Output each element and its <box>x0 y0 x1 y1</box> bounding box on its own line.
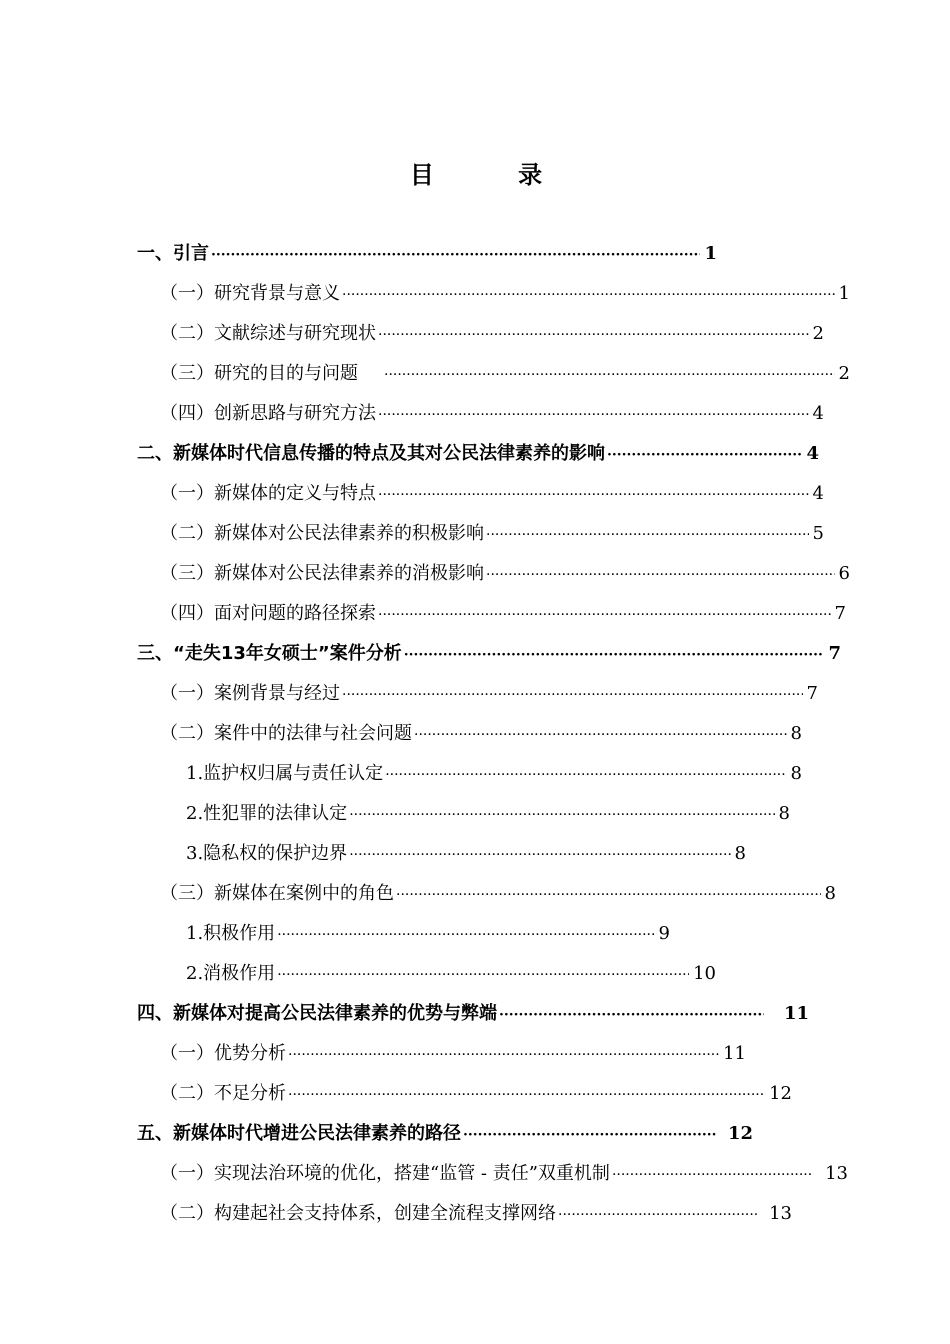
toc-entry-text: （一）新媒体的定义与特点 <box>160 483 376 504</box>
toc-entry-text: （一）实现法治环境的优化，搭建“监管 - 责任”双重机制 <box>160 1163 610 1184</box>
toc-entry[interactable] <box>160 1156 848 1192</box>
toc-entry-text: 四、新媒体对提高公民法律素养的优势与弊端 <box>137 1003 497 1024</box>
toc-leader-dots <box>486 557 835 592</box>
toc-entry[interactable] <box>160 716 802 752</box>
toc-page-number: 4 <box>812 483 824 504</box>
toc-entry[interactable] <box>160 556 850 592</box>
toc-leader-dots <box>385 757 786 792</box>
toc-page-number: 1 <box>838 283 850 304</box>
toc-page-number: 8 <box>790 723 802 744</box>
toc-page-number: 2 <box>812 323 824 344</box>
page-title: 目 录 <box>409 161 581 189</box>
toc-page-number: 12 <box>769 1083 792 1104</box>
toc-entry[interactable] <box>186 956 716 992</box>
toc-entry-text: 1.积极作用 <box>186 923 276 944</box>
toc-leader-dots <box>384 357 835 392</box>
toc-page-number: 1 <box>704 243 717 264</box>
toc-leader-dots <box>288 1037 719 1072</box>
toc-page-number: 8 <box>778 803 790 824</box>
toc-entry-text: 五、新媒体时代增进公民法律素养的路径 <box>137 1123 461 1144</box>
toc-leader-dots <box>404 637 825 672</box>
toc-entry-text: 二、新媒体时代信息传播的特点及其对公民法律素养的影响 <box>137 443 605 464</box>
toc-entry[interactable] <box>160 876 836 912</box>
toc-page-number: 8 <box>734 843 746 864</box>
toc-entry-text: （二）案件中的法律与社会问题 <box>160 723 412 744</box>
toc-entry[interactable] <box>160 676 818 712</box>
toc-entry[interactable] <box>160 396 824 432</box>
toc-entry-text: （二）不足分析 <box>160 1083 286 1104</box>
toc-entry[interactable] <box>160 276 850 312</box>
toc-entry-text: （三）新媒体在案例中的角色 <box>160 883 394 904</box>
toc-entry[interactable] <box>186 916 670 952</box>
toc-entry-text: （三）研究的目的与问题 <box>160 363 358 384</box>
toc-leader-dots <box>463 1117 716 1152</box>
toc-page-number: 12 <box>727 1123 753 1144</box>
toc-leader-dots <box>211 237 700 272</box>
toc-page-number: 8 <box>824 883 836 904</box>
toc-page-number: 2 <box>838 363 850 384</box>
toc-entry[interactable] <box>160 1196 792 1232</box>
toc-leader-dots <box>342 277 835 312</box>
toc-page-number: 9 <box>658 923 670 944</box>
toc-entry-text: 三、“走失13年女硕士”案件分析 <box>137 643 402 664</box>
toc-leader-dots <box>396 877 821 912</box>
toc-leader-dots <box>378 597 831 632</box>
toc-leader-dots <box>288 1077 765 1112</box>
toc-leader-dots <box>277 917 654 952</box>
toc-page-number: 7 <box>834 603 846 624</box>
toc-page-number: 11 <box>723 1043 746 1064</box>
toc-entry-text: （二）新媒体对公民法律素养的积极影响 <box>160 523 484 544</box>
toc-page-number: 11 <box>783 1003 809 1024</box>
toc-entry-text: 2.消极作用 <box>186 963 276 984</box>
toc-entry-text: （四）创新思路与研究方法 <box>160 403 376 424</box>
toc-entry-text: （四）面对问题的路径探索 <box>160 603 376 624</box>
toc-entry[interactable] <box>137 436 819 472</box>
toc-leader-dots <box>342 677 803 712</box>
toc-page-number: 13 <box>825 1163 848 1184</box>
toc-leader-dots <box>414 717 787 752</box>
toc-entry[interactable] <box>137 236 717 272</box>
toc-entry[interactable] <box>137 1116 753 1152</box>
toc-leader-dots <box>499 997 764 1032</box>
toc-entry-text: 1.监护权归属与责任认定 <box>186 763 384 784</box>
toc-page-number: 6 <box>838 563 850 584</box>
toc-entry-text: （二）文献综述与研究现状 <box>160 323 376 344</box>
toc-entry[interactable] <box>160 516 824 552</box>
toc-entry[interactable] <box>186 756 802 792</box>
toc-entry[interactable] <box>160 316 824 352</box>
toc-leader-dots <box>612 1157 811 1192</box>
toc-page-number: 10 <box>693 963 716 984</box>
toc-entry-text: （一）优势分析 <box>160 1043 286 1064</box>
toc-leader-dots <box>378 477 809 512</box>
toc-entry-text: （一）研究背景与意义 <box>160 283 340 304</box>
toc-entry-text: 2.性犯罪的法律认定 <box>186 803 348 824</box>
toc-entry[interactable] <box>186 836 746 872</box>
toc-entry[interactable] <box>186 796 790 832</box>
toc-leader-dots <box>349 837 730 872</box>
toc-entry-text: （一）案例背景与经过 <box>160 683 340 704</box>
toc-page-number: 7 <box>806 683 818 704</box>
toc-entry-text: （二）构建起社会支持体系，创建全流程支撑网络 <box>160 1203 556 1224</box>
toc-entry[interactable] <box>160 596 846 632</box>
toc-entry[interactable] <box>160 1036 746 1072</box>
toc-page-number: 13 <box>769 1203 792 1224</box>
toc-entry-text: （三）新媒体对公民法律素养的消极影响 <box>160 563 484 584</box>
toc-leader-dots <box>277 957 689 992</box>
toc-page-number: 5 <box>812 523 824 544</box>
toc-page-number: 4 <box>812 403 824 424</box>
toc-page-number: 8 <box>790 763 802 784</box>
toc-leader-dots <box>378 317 809 352</box>
toc-leader-dots <box>607 437 802 472</box>
toc-leader-dots <box>558 1197 757 1232</box>
toc-entry[interactable] <box>160 1076 792 1112</box>
toc-page-number: 4 <box>806 443 819 464</box>
toc-leader-dots <box>486 517 809 552</box>
toc-leader-dots <box>378 397 809 432</box>
toc-entry[interactable] <box>137 996 809 1032</box>
toc-page-number: 7 <box>828 643 841 664</box>
toc-entry-text: 3.隐私权的保护边界 <box>186 843 348 864</box>
toc-leader-dots <box>349 797 774 832</box>
toc-entry[interactable] <box>137 636 841 672</box>
toc-entry-text: 一、引言 <box>137 243 209 264</box>
toc-entry[interactable] <box>160 476 824 512</box>
toc-entry[interactable] <box>160 356 850 392</box>
